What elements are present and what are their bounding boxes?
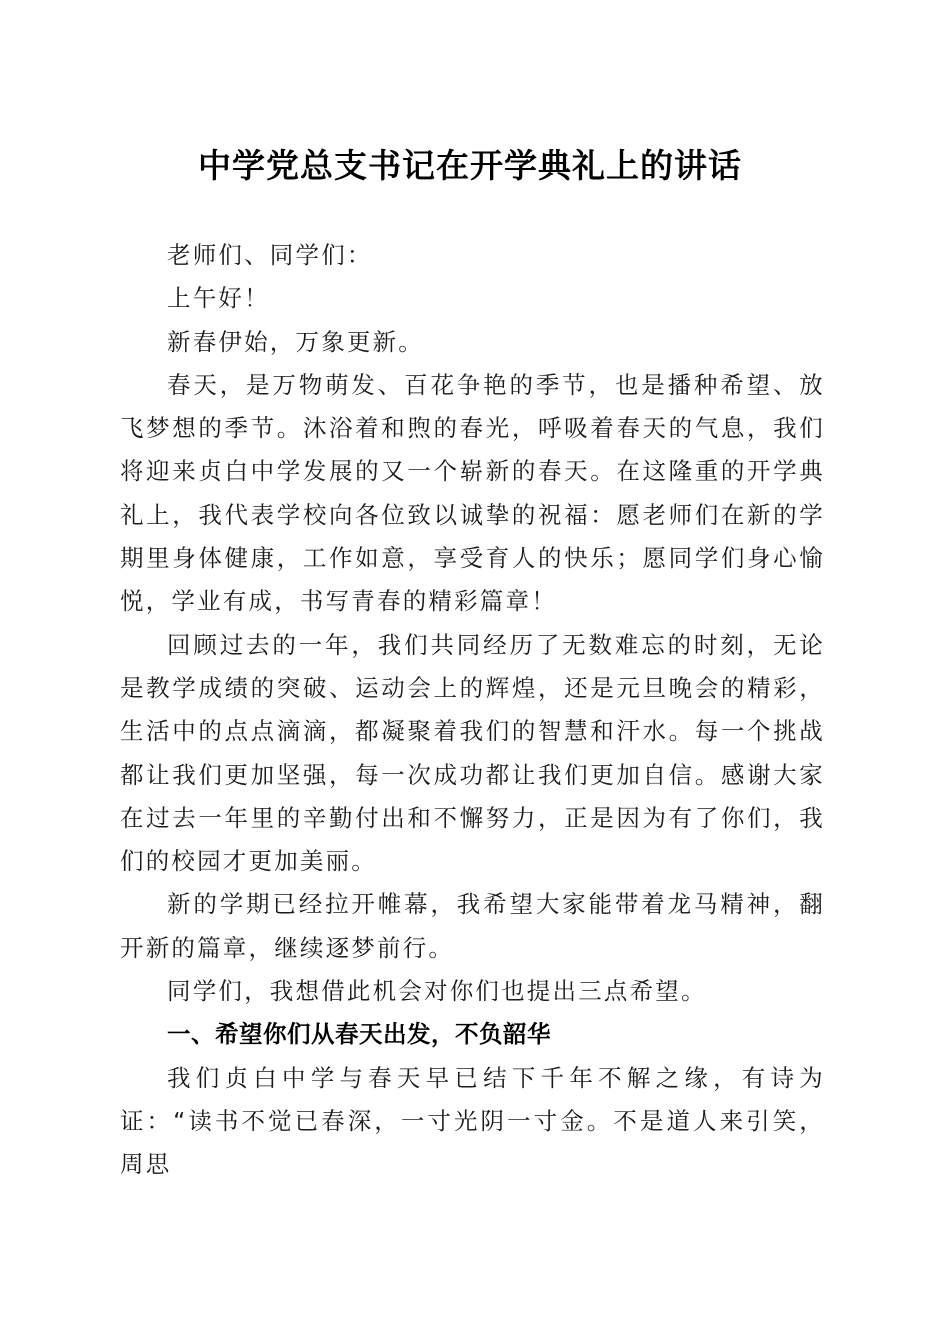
document-body (120, 234, 825, 1187)
paragraph-three-hopes: 同学们，我想借此机会对你们也提出三点希望。 (167, 977, 707, 1006)
section-heading: 一、希望你们从春天出发，不负韶华 (167, 1020, 551, 1049)
paragraph-new-term: 新的学期已经拉开帷幕，我希望大家能带着龙马精神，翻开新的篇章，继续逐梦前行。 (120, 890, 825, 962)
paragraph-section-one: 我们贞白中学与春天早已结下千年不解之缘，有诗为证：“读书不觉已春深，一寸光阴一寸金。不是道人来引笑，周思 (120, 1063, 825, 1179)
paragraph-opening: 新春伊始，万象更新。 (167, 327, 424, 356)
greeting: 上午好！ (167, 284, 270, 313)
salutation: 老师们、同学们： (167, 241, 373, 269)
paragraph-review: 回顾过去的一年，我们共同经历了无数难忘的时刻，无论是教学成绩的突破、运动会上的辉煌，还是元旦晚会的精彩，生活中的点点滴滴，都凝聚着我们的智慧和汗水。每一个挑战都让我们更加坚强，每一次成功都让我们更加自信。感谢大家在过去一年里的辛勤付出和不懈努力，正是因为有了你们，我们的校园才更加美丽。 (120, 630, 825, 876)
paragraph-spring: 春天，是万物萌发、百花争艳的季节，也是播种希望、放飞梦想的季节。沐浴着和煦的春光，呼吸着春天的气息，我们将迎来贞白中学发展的又一个崭新的春天。在这隆重的开学典礼上，我代表学校向各位致以诚挚的祝福：愿老师们在新的学期里身体健康，工作如意，享受育人的快乐；愿同学们身心愉悦，学业有成，书写青春的精彩篇章！ (120, 370, 825, 616)
document-title: 中学党总支书记在开学典礼上的讲话 (198, 146, 742, 185)
